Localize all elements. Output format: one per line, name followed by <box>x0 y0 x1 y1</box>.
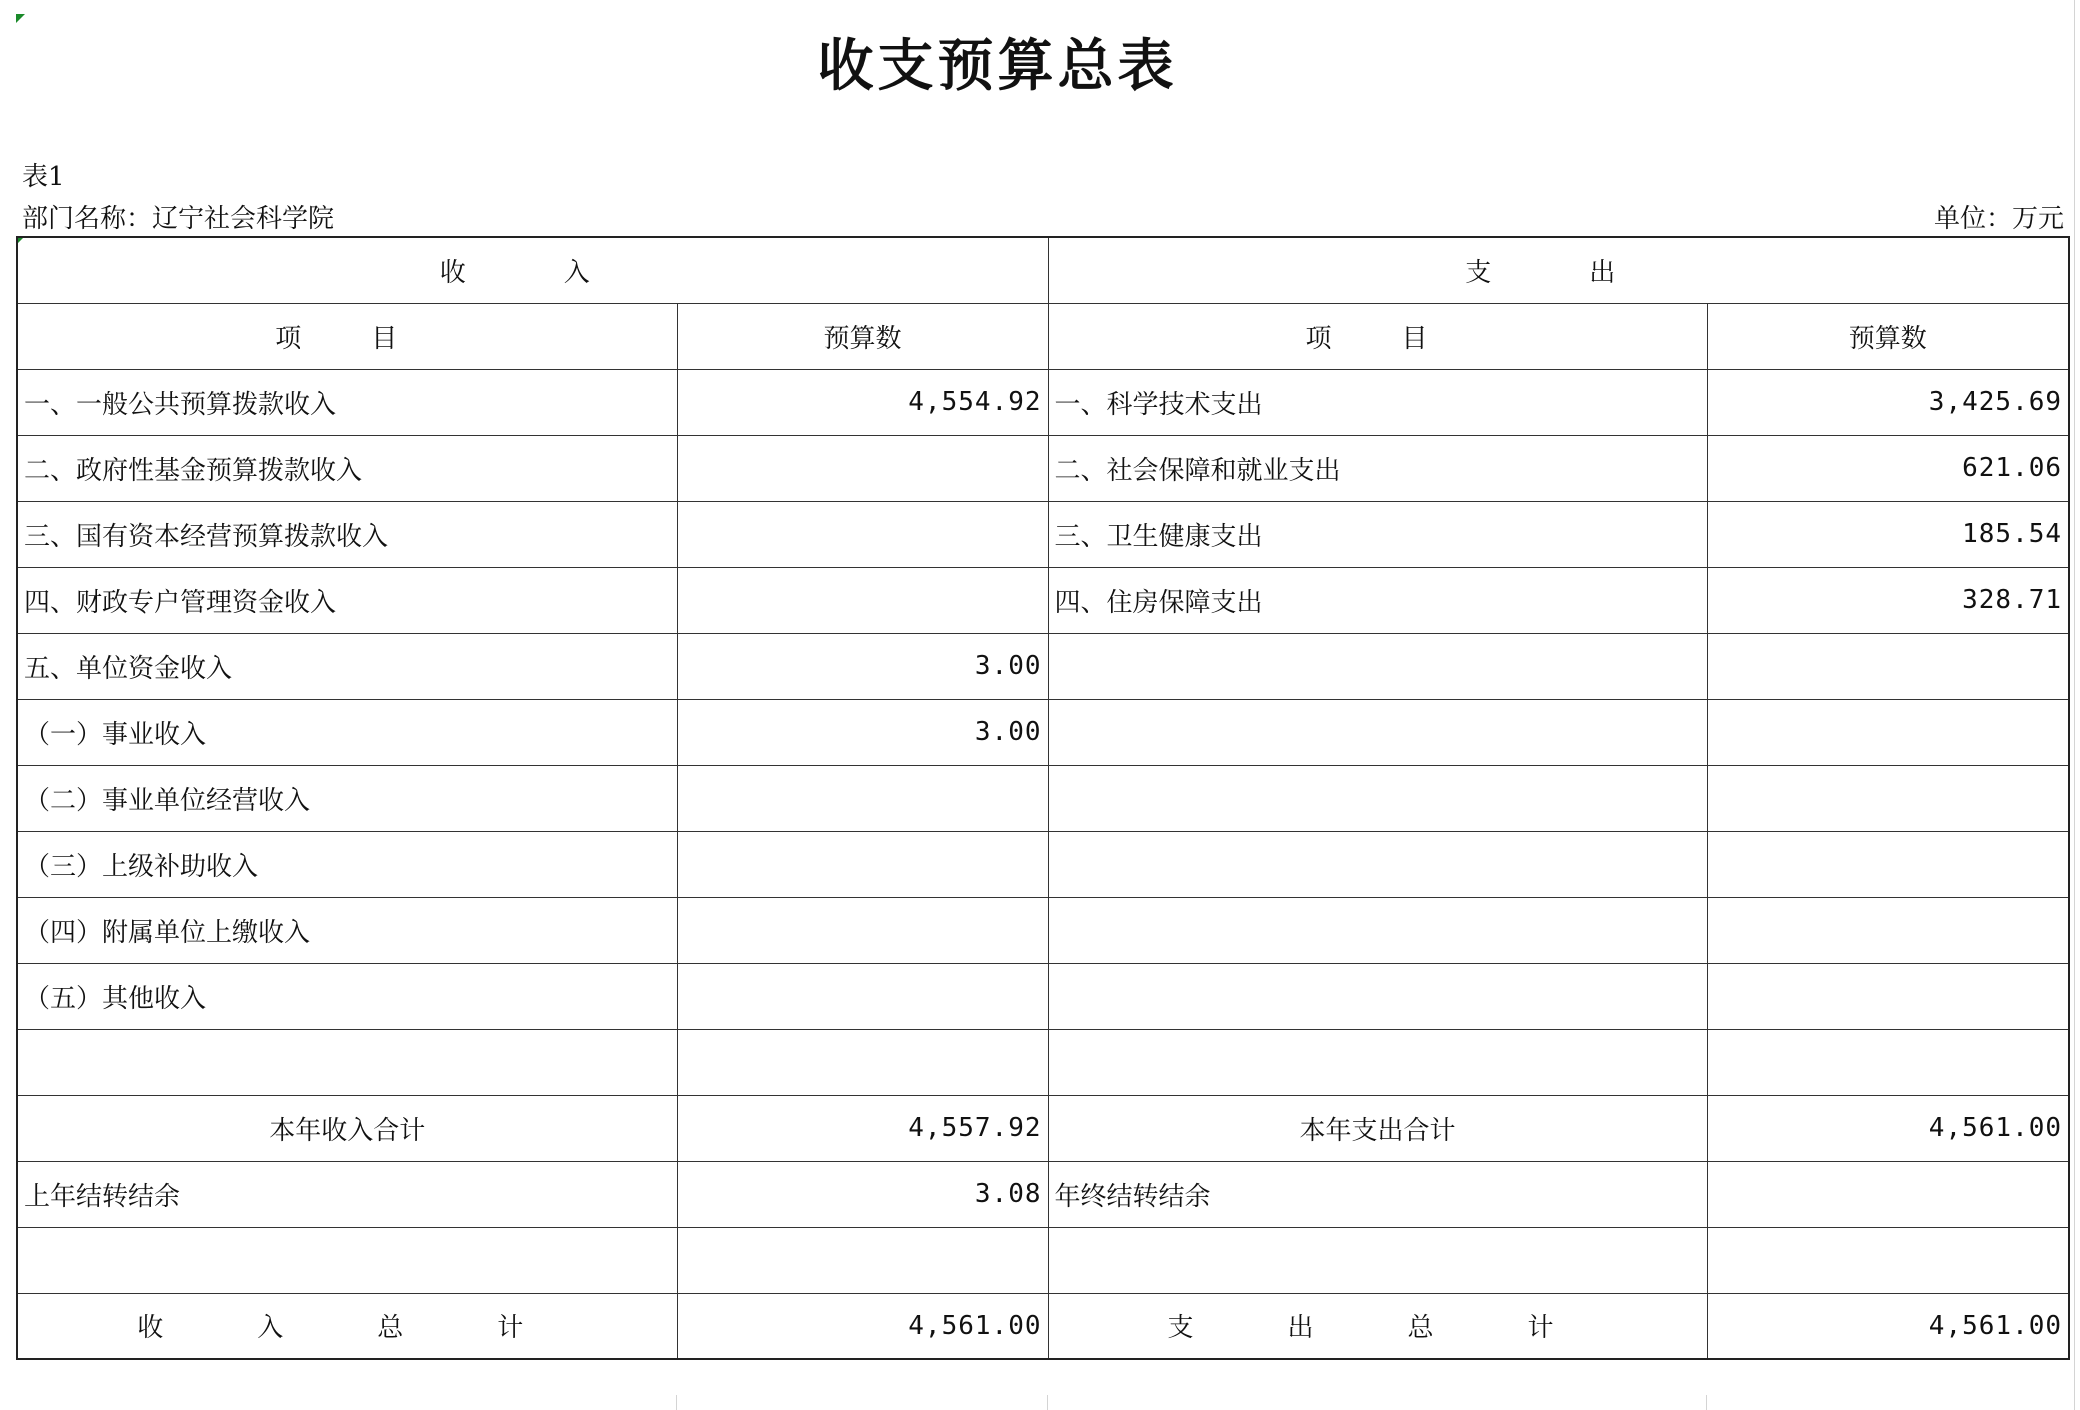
table-row <box>17 897 2069 963</box>
income-item-cell[interactable]: （二）事业单位经营收入 <box>17 765 677 831</box>
expense-group-header[interactable]: 支 出 <box>1048 237 2069 303</box>
expense-item-cell[interactable]: 三、卫生健康支出 <box>1048 501 1707 567</box>
expense-item-cell[interactable] <box>1048 1029 1707 1095</box>
income-item-cell[interactable]: （四）附属单位上缴收入 <box>17 897 677 963</box>
table-row <box>17 699 2069 765</box>
carryover-row <box>17 1161 2069 1227</box>
sheet-gridline <box>1706 1395 1707 1410</box>
table-row <box>17 501 2069 567</box>
expense-value-cell[interactable]: 185.54 <box>1707 501 2069 567</box>
expense-carryover-value[interactable] <box>1707 1161 2069 1227</box>
blank-row <box>17 1227 2069 1293</box>
table-row <box>17 633 2069 699</box>
budget-table <box>16 236 2070 1360</box>
expense-budget-header[interactable]: 预算数 <box>1707 303 2069 369</box>
expense-year-total-value[interactable]: 4,561.00 <box>1707 1095 2069 1161</box>
income-value-cell[interactable] <box>677 963 1048 1029</box>
expense-value-cell[interactable]: 3,425.69 <box>1707 369 2069 435</box>
table-row <box>17 765 2069 831</box>
expense-value-cell[interactable] <box>1707 633 2069 699</box>
expense-item-cell[interactable]: 一、科学技术支出 <box>1048 369 1707 435</box>
income-value-cell[interactable]: 4,554.92 <box>677 369 1048 435</box>
group-header-row <box>17 237 2069 303</box>
expense-item-header[interactable]: 项 目 <box>1048 303 1707 369</box>
income-value-cell[interactable]: 3.00 <box>677 699 1048 765</box>
income-item-cell[interactable]: 四、财政专户管理资金收入 <box>17 567 677 633</box>
expense-item-cell[interactable] <box>1048 765 1707 831</box>
income-grand-total-label[interactable]: 收 入 总 计 <box>17 1293 677 1359</box>
blank-cell[interactable] <box>1707 1227 2069 1293</box>
income-value-cell[interactable] <box>677 1029 1048 1095</box>
sheet-gridline <box>676 1395 677 1410</box>
blank-cell[interactable] <box>677 1227 1048 1293</box>
blank-cell[interactable] <box>1048 1227 1707 1293</box>
income-value-cell[interactable] <box>677 897 1048 963</box>
expense-value-cell[interactable] <box>1707 1029 2069 1095</box>
table-body <box>17 369 2069 1095</box>
income-item-header[interactable]: 项 目 <box>17 303 677 369</box>
expense-value-cell[interactable]: 328.71 <box>1707 567 2069 633</box>
income-group-header[interactable]: 收 入 <box>17 237 1048 303</box>
income-budget-header[interactable]: 预算数 <box>677 303 1048 369</box>
income-item-cell[interactable]: 二、政府性基金预算拨款收入 <box>17 435 677 501</box>
blank-cell[interactable] <box>17 1227 677 1293</box>
unit-label: 单位：万元 <box>1933 204 2064 234</box>
income-item-cell[interactable] <box>17 1029 677 1095</box>
table-row <box>17 369 2069 435</box>
expense-item-cell[interactable]: 二、社会保障和就业支出 <box>1048 435 1707 501</box>
income-year-total-value[interactable]: 4,557.92 <box>677 1095 1048 1161</box>
table-row <box>17 567 2069 633</box>
income-grand-total-value[interactable]: 4,561.00 <box>677 1293 1048 1359</box>
table-row <box>17 963 2069 1029</box>
income-value-cell[interactable] <box>677 567 1048 633</box>
expense-value-cell[interactable] <box>1707 897 2069 963</box>
page-title: 收支预算总表 <box>817 33 1178 99</box>
sheet-gridline <box>2074 0 2075 1410</box>
expense-item-cell[interactable] <box>1048 963 1707 1029</box>
expense-item-cell[interactable] <box>1048 699 1707 765</box>
department-name: 部门名称：辽宁社会科学院 <box>22 204 335 234</box>
expense-item-cell[interactable] <box>1048 633 1707 699</box>
expense-value-cell[interactable] <box>1707 765 2069 831</box>
expense-grand-total-value[interactable]: 4,561.00 <box>1707 1293 2069 1359</box>
expense-item-cell[interactable]: 四、住房保障支出 <box>1048 567 1707 633</box>
income-year-total-label[interactable]: 本年收入合计 <box>17 1095 677 1161</box>
table-number: 表1 <box>22 162 65 192</box>
table-row <box>17 831 2069 897</box>
expense-value-cell[interactable]: 621.06 <box>1707 435 2069 501</box>
income-item-cell[interactable]: （五）其他收入 <box>17 963 677 1029</box>
income-value-cell[interactable] <box>677 765 1048 831</box>
income-item-cell[interactable]: 三、国有资本经营预算拨款收入 <box>17 501 677 567</box>
expense-value-cell[interactable] <box>1707 831 2069 897</box>
income-value-cell[interactable]: 3.00 <box>677 633 1048 699</box>
grand-total-row <box>17 1293 2069 1359</box>
income-item-cell[interactable]: （三）上级补助收入 <box>17 831 677 897</box>
expense-carryover-label[interactable]: 年终结转结余 <box>1048 1161 1707 1227</box>
expense-item-cell[interactable] <box>1048 897 1707 963</box>
income-carryover-label[interactable]: 上年结转结余 <box>17 1161 677 1227</box>
column-header-row <box>17 303 2069 369</box>
expense-grand-total-label[interactable]: 支 出 总 计 <box>1048 1293 1707 1359</box>
income-value-cell[interactable] <box>677 501 1048 567</box>
income-item-cell[interactable]: （一）事业收入 <box>17 699 677 765</box>
sheet-gridline <box>1047 1395 1048 1410</box>
year-total-row <box>17 1095 2069 1161</box>
income-item-cell[interactable]: 一、一般公共预算拨款收入 <box>17 369 677 435</box>
expense-year-total-label[interactable]: 本年支出合计 <box>1048 1095 1707 1161</box>
income-carryover-value[interactable]: 3.08 <box>677 1161 1048 1227</box>
income-value-cell[interactable] <box>677 435 1048 501</box>
expense-value-cell[interactable] <box>1707 963 2069 1029</box>
table-row <box>17 1029 2069 1095</box>
expense-value-cell[interactable] <box>1707 699 2069 765</box>
income-item-cell[interactable]: 五、单位资金收入 <box>17 633 677 699</box>
expense-item-cell[interactable] <box>1048 831 1707 897</box>
income-value-cell[interactable] <box>677 831 1048 897</box>
table-row <box>17 435 2069 501</box>
